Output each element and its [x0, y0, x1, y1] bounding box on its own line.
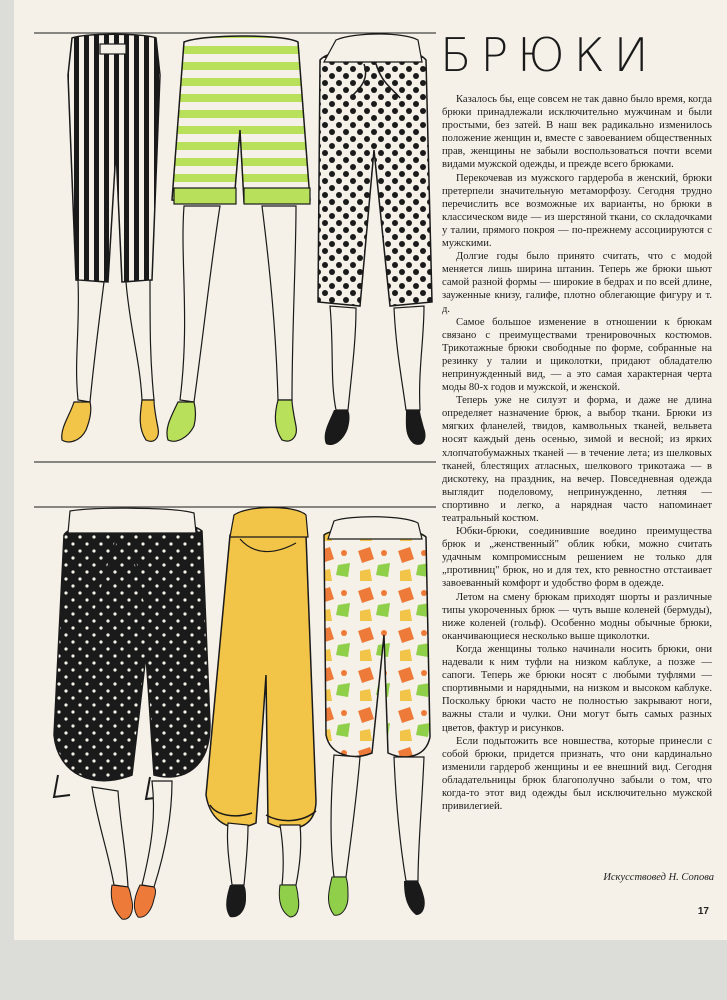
article-paragraph: Летом на смену брюкам приходят шорты и различные типы укороченных брюк — чуть выше коленей (бермуды), ниже коленей (гольф). Особенно модны обычные брюки, оканчивающиеся несколько выше щиколотки. — [442, 591, 712, 642]
article-paragraph: Долгие годы было принято считать, что с модой меняется лишь ширина штанин. Теперь же брюки шьют самой разной формы — широкие в бедрах и по всей длине, зауженные книзу, галифе, плотно облегающие фигуру и т. д. — [442, 251, 712, 315]
fashion-trousers-top-illustration — [34, 30, 436, 465]
article-paragraph: Казалось бы, еще совсем не так давно было время, когда брюки принадлежали исключительно мужчинам и были простыми, без затей. В наш век радикально изменилось положение женщин и, вместе с завоеванием общественных прав, женщины не забыли воспользоваться почти всеми видами мужской одежды, и прежде всего брюками. — [442, 94, 712, 171]
article-paragraph: Теперь уже не силуэт и форма, и даже не длина определяет назначение брюк, а выбор ткани. Брюки из мягких фланелей, твидов, камвольных тканей, вельвета носят каждый день осенью, зимой и весной; из ярких хлопчатобумажных тканей — в течение лета; из шелковых тканей, блестящих атласных, шелкового трикотажа — в дискотеку, на праздник, на вечер. Повседневная одежда выглядит поделовому, непринужденно, летняя — спортивно и легко, а нарядная часто напоминает театральный костюм. — [442, 395, 712, 524]
article-paragraph: Юбки-брюки, соединившие воедино преимущества брюк и „женственный" облик юбки, можно считать удачным компромиссным решением не только для „противниц" брюк, но и для тех, кто ревностно отстаивает завоеванный комфорт и удобство форм в одежде. — [442, 526, 712, 590]
article-paragraph: Самое большое изменение в отношении к брюкам связано с преимуществами тренировочных костюмов. Трикотажные брюки свободные по форме, собранные на резинку у талии и щиколотки, придают обладателю непринужденный вид, — а это самая характерная черта моды 80-х годов и мужской, и женской. — [442, 316, 712, 394]
fashion-bloomers-bottom-illustration — [34, 505, 436, 925]
magazine-page — [14, 0, 727, 940]
article-title: БРЮКИ — [440, 28, 658, 82]
page-number: 17 — [697, 906, 709, 917]
article-paragraph: Перекочевав из мужского гардероба в женский, брюки претерпели значительную метаморфозу. Сегодня трудно перечислить все возможные их варианты, но брюки в классическом виде — из шерстяной ткани, со складочками у талии, прямого покроя — по-прежнему ассоциируются с мужскими. — [442, 172, 712, 250]
article-author: Искусствовед Н. Сопова — [603, 872, 714, 883]
article-paragraph: Когда женщины только начинали носить брюки, они надевали к ним туфли на низком каблуке, а позже — сапоги. Теперь же брюки носят с любыми туфлями — спортивными и нарядными, на низком и высоком каблуке. Поскольку брюки часто не полностью закрывают ноги, важны стали и чулки. Они могут быть самых разных цветов, фактур и рисунков. — [442, 643, 712, 734]
article-paragraph: Если подытожить все новшества, которые принесли с собой брюки, придется признать, что они кардинально изменили гардероб женщины и ее внешний вид. Сегодня обладательницы брюк благополучно забыли о том, что когда-то этот вид одежды был исключительно мужской привилегией. — [442, 735, 712, 813]
article-body — [442, 93, 712, 813]
